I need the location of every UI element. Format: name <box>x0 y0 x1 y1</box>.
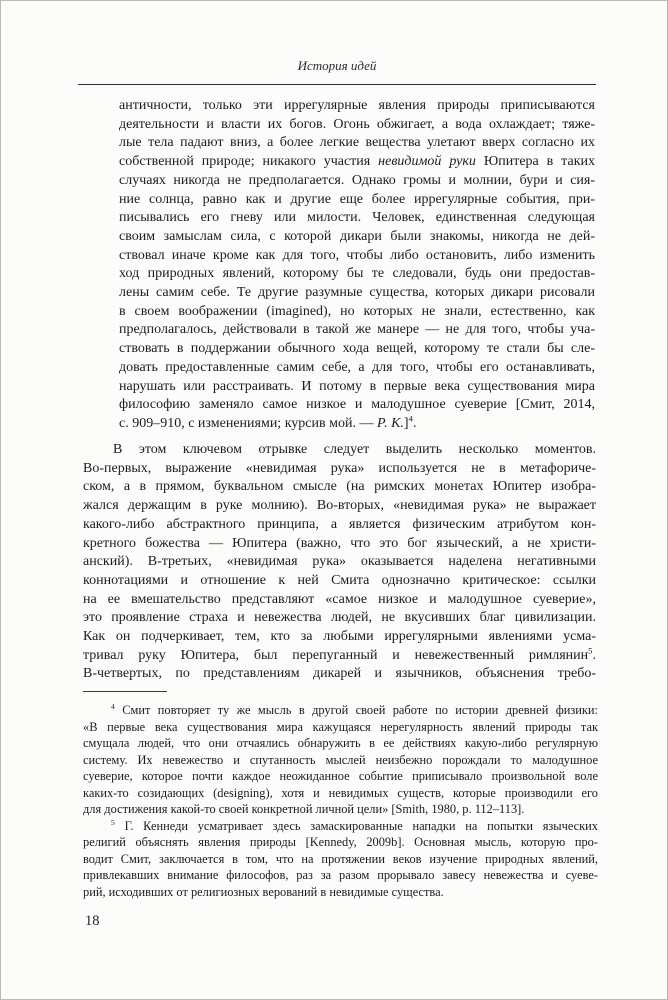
text-line: деятельности и власти их богов. Огонь обжигает, а вода охлаждает; тяже- <box>119 116 595 132</box>
text-line: коннотациями и отношение к ней Смита однозначно критическое: ссылки <box>83 572 596 588</box>
footnotes-block <box>83 702 598 900</box>
text-line: для достижения какой-то своей конкретной личной цели» [Smith, 1980, p. 112–113]. <box>83 802 525 816</box>
text-line: «В первые века существования мира кажущаяся нерегулярность явлений природы так <box>83 719 598 734</box>
text-line: лены самим себе. Те другие разумные существа, которых дикари рисовали <box>119 285 595 301</box>
footnote-separator <box>83 691 167 692</box>
text-line <box>83 818 598 835</box>
text-line: античности, только эти иррегулярные явления природы приписываются <box>119 98 595 113</box>
text-line: жался держащим в руке молнию). Во-вторых, «невидимая рука» не выражает <box>83 498 596 514</box>
text-line: анский). В-третьих, «невидимая рука» оказывается наделена негативными <box>83 554 596 570</box>
text-line <box>83 647 596 666</box>
footnote-5 <box>83 818 598 901</box>
text-segment: Юпитера в таких <box>475 154 595 170</box>
text-segment: Р. К. <box>376 415 404 431</box>
header-rule <box>78 84 596 85</box>
text-segment: . <box>592 647 596 663</box>
text-line: В-четвертых, по представлениям дикарей и язычников, объяснения требо- <box>83 666 596 682</box>
footnote-4 <box>83 702 598 818</box>
running-head: История идей <box>297 58 377 73</box>
text-line: водит Смит, заключается в том, что на протяжении веков изучение природных явлений, <box>83 851 598 866</box>
text-line: это проявление страха и невежества людей, не вкусивших благ цивилизации. <box>83 610 596 626</box>
text-line: нарушать или расстраивать. И потому в первые века существования мира <box>119 378 595 394</box>
text-line: довать предоставленные самим себе, а для того, чтобы его останавливать, <box>119 359 595 375</box>
text-line <box>83 702 598 719</box>
text-segment: невидимой руки <box>378 154 476 170</box>
text-line: в своем воображении (imagined), но которых не знали, естественно, как <box>119 303 595 319</box>
text-line: своим замыслам сила, с которой дикари были знакомы, никогда не дей- <box>119 228 595 244</box>
text-line <box>119 153 595 172</box>
text-line: на ее вмешательство представляют «самое низкое и малодушное суеверие», <box>83 591 596 607</box>
text-segment: собственной природе; никакого участия <box>119 154 379 170</box>
text-line: ствовал иначе кроме как для того, чтобы либо остановить, либо изменить <box>119 247 595 263</box>
text-line: Во-первых, выражение «невидимая рука» используется не в метафориче- <box>83 460 596 476</box>
text-segment: с. 909–910, с изменениями; курсив мой. — <box>119 415 377 431</box>
main-paragraph <box>83 441 596 684</box>
page-number: 18 <box>85 913 100 929</box>
text-segment: . <box>412 415 417 431</box>
text-line: ние солнца, равно как и другие еще более иррегулярные события, при- <box>119 191 595 207</box>
text-line: Как он подчеркивает, тем, кто за любыми иррегулярными явлениями усма- <box>83 629 596 645</box>
text-line: ствовать в поддержании обычного хода вещей, которому те стали бы сле- <box>119 341 595 357</box>
text-line: какого-либо абстрактного принципа, а является физическим атрибутом кон- <box>83 516 596 532</box>
text-line: привлекавших внимание философов, раз за разом прорывало завесу невежества и суеве- <box>83 868 598 882</box>
text-line: каких-то созидающих (designing), хотя и невидимых существ, которые производили его <box>83 785 598 800</box>
text-segment: ] <box>403 415 409 431</box>
text-line: рий, исходивших от религиозных верований в невидимые существа. <box>83 884 444 899</box>
text-line: лые тела падают вниз, а более легкие вещества улетают вверх согласно их <box>119 135 595 151</box>
footnote-marker: 5 <box>588 645 593 656</box>
text-line <box>119 415 595 434</box>
text-segment: Г. Кеннеди усматривает здесь замаскированные нападки на попытки языческих <box>114 818 598 833</box>
text-line: случаях никогда не предполагается. Однако громы и молнии, бури и сия- <box>119 172 595 188</box>
text-line: ском, а в прямом, буквальном смысле (на римских монетах Юпитер изобра- <box>83 479 596 495</box>
text-line: смущала людей, что они отчаялись обнаружить в ее действиях какую-либо регулярную <box>83 736 598 750</box>
text-line: религий объяснять явления природы [Kennedy, 2009b]. Основная мысль, которую про- <box>83 835 598 849</box>
footnote-marker: 5 <box>111 817 115 827</box>
text-line: кретного божества — Юпитера (важно, что это бог языческий, а не христи- <box>83 535 596 551</box>
text-line: ход природных явлений, которому бы те следовали, будь они предостав- <box>119 266 595 282</box>
footnote-marker: 4 <box>408 413 413 424</box>
text-segment: тривал руку Юпитера, был перепуганный и невежественный римлянин <box>83 647 589 663</box>
quote-paragraph <box>119 97 595 434</box>
text-line: В этом ключевом отрывке следует выделить несколько моментов. <box>113 442 596 457</box>
text-line: писывались его гневу или милости. Человек, единственная следующая <box>119 210 595 226</box>
text-segment: Смит повторяет ту же мысль в другой своей работе по истории древней физики: <box>114 703 598 717</box>
footnote-marker: 4 <box>111 701 115 711</box>
text-line: суеверие, которое почти каждое неожиданное событие приписывало произвольной воле <box>83 769 598 783</box>
text-line: предполагалось, действовали в такой же манере — не для того, чтобы уча- <box>119 322 595 338</box>
text-line: философию заменяло самое низкое и малодушное суеверие [Смит, 2014, <box>119 397 595 413</box>
text-line: систему. Их невежество и спутанность мыслей неизбежно порождали то малодушное <box>83 752 598 767</box>
